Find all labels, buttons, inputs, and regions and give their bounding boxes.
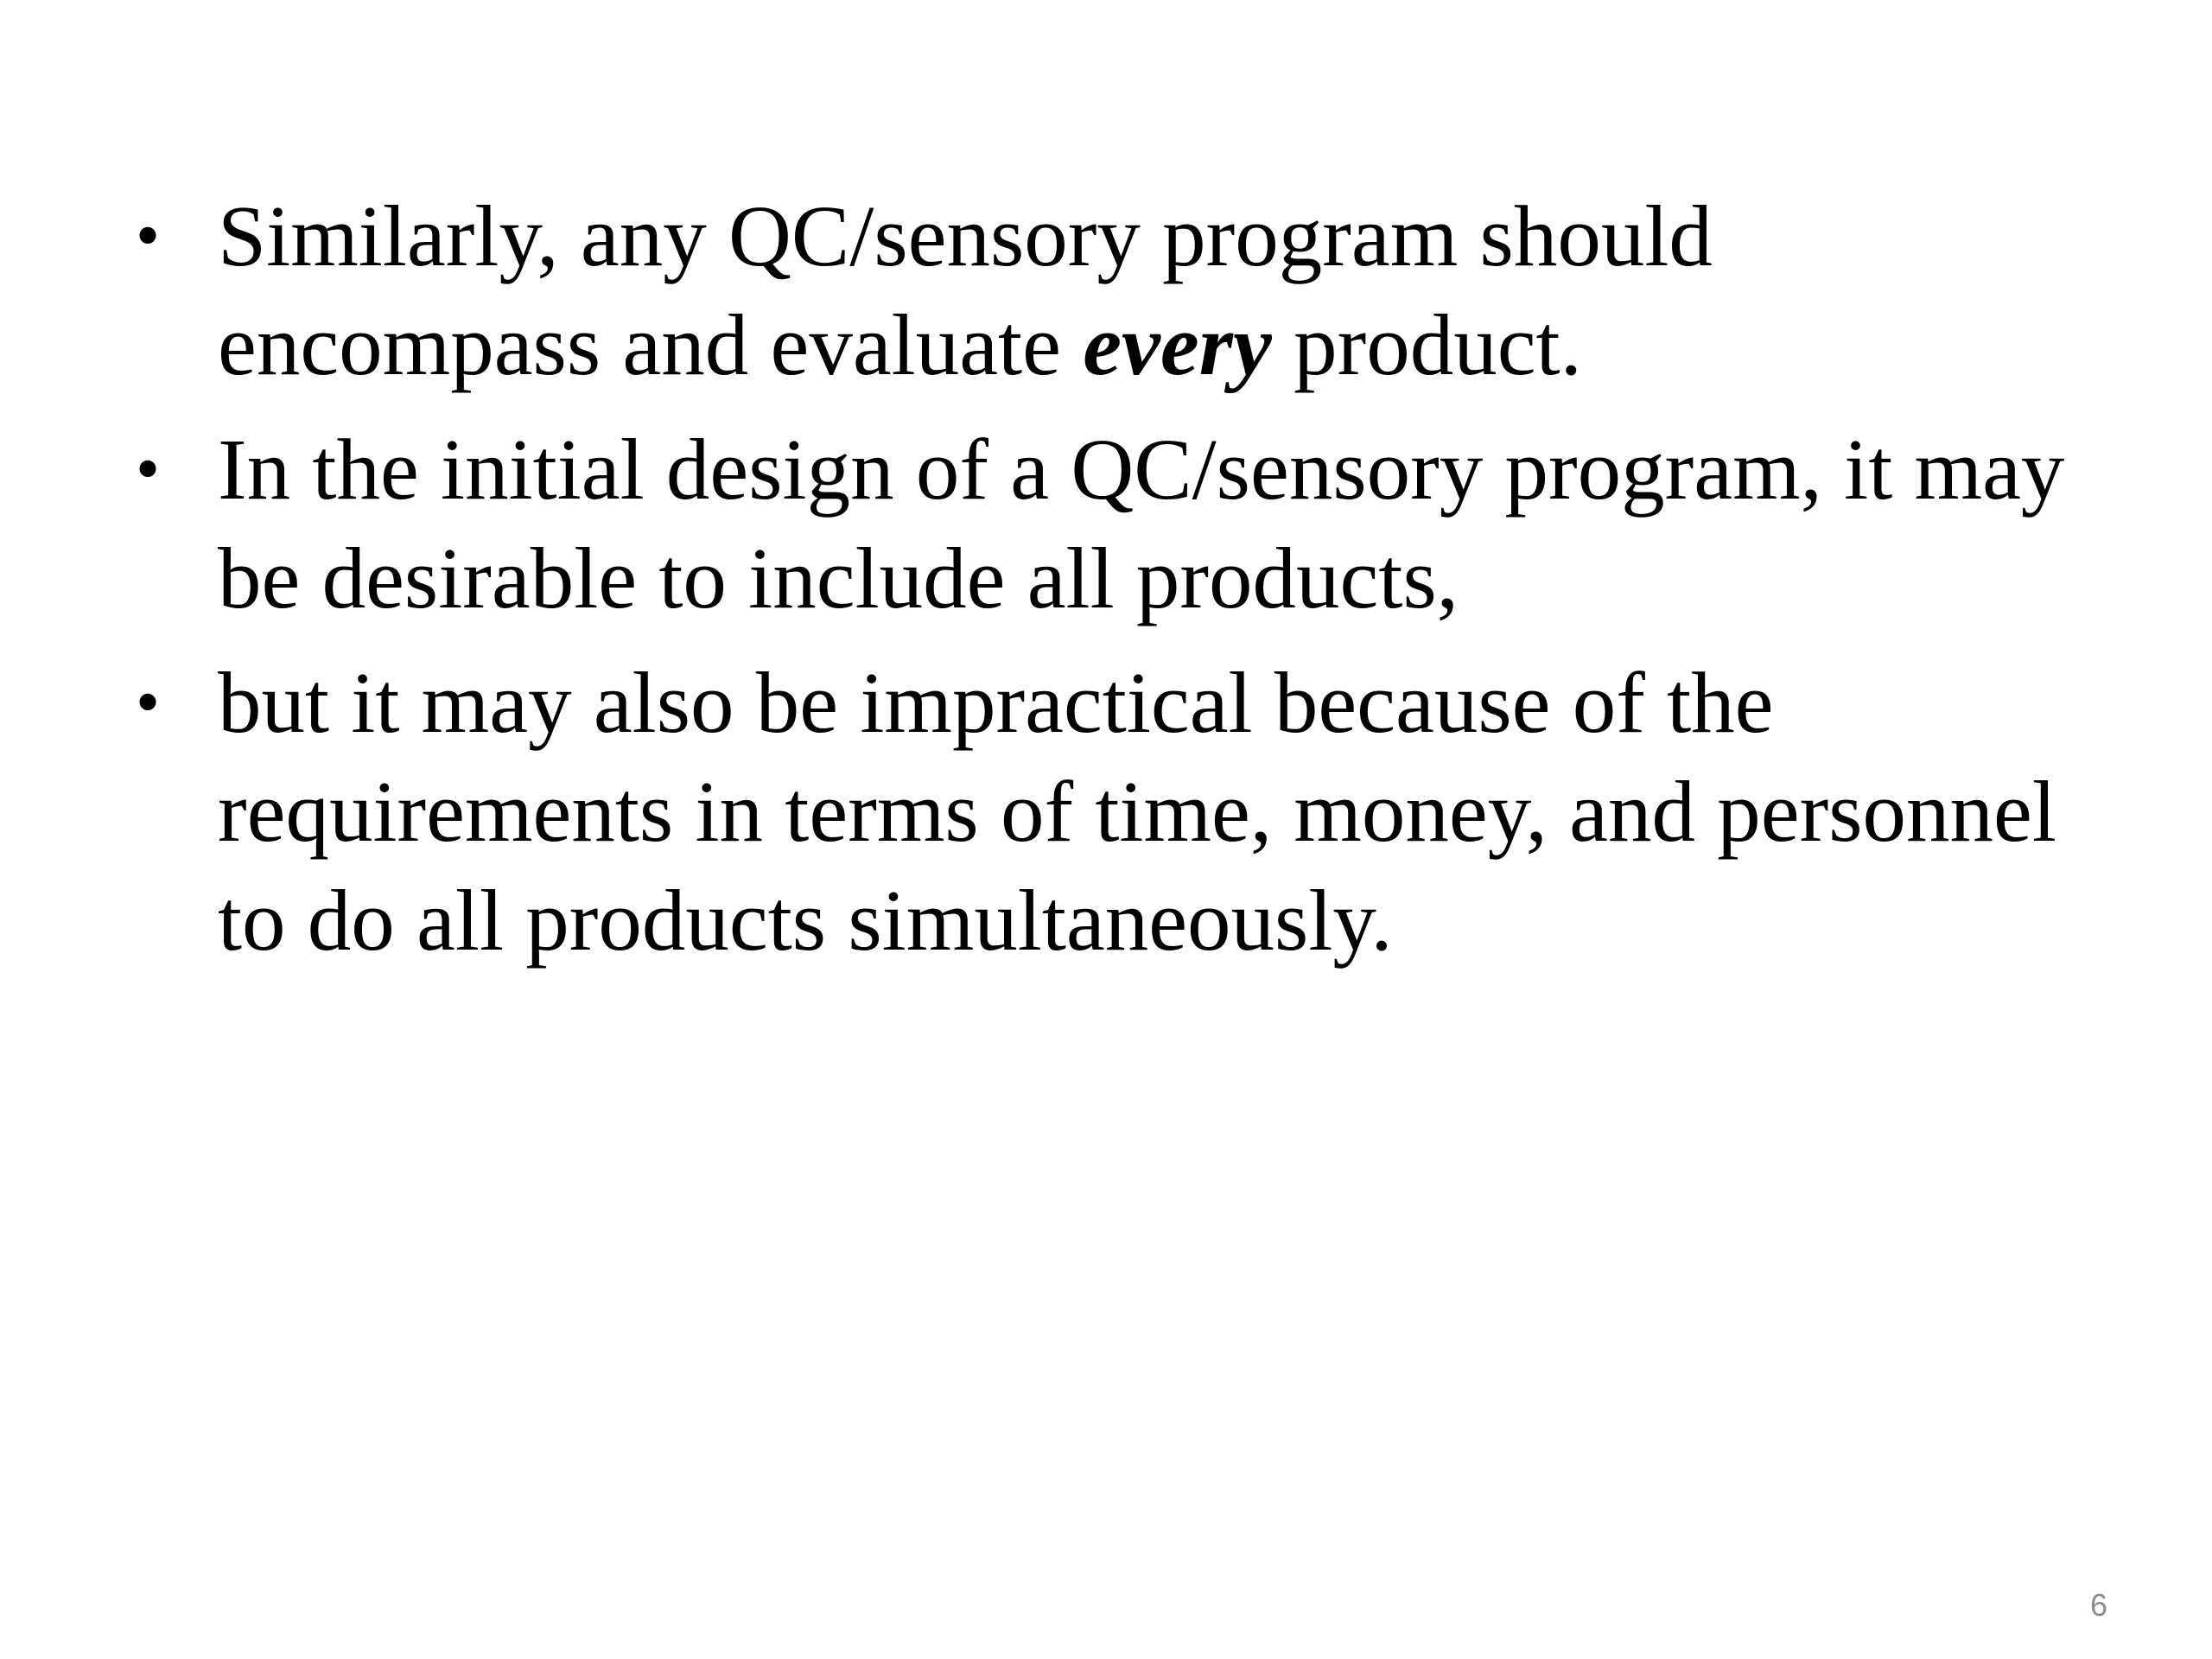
bullet-text: In the initial design of a QC/sensory program, it may be desirable to include all products,	[218, 421, 2065, 626]
bullet-marker: •	[136, 198, 161, 274]
bullet-text: but it may also be impractical because of the requirements in terms of time, money, and personnel to do all products simultaneously.	[218, 654, 2056, 969]
bullet-item	[125, 648, 2113, 975]
bullet-item	[125, 181, 2113, 399]
slide-number: 6	[2089, 1587, 2107, 1623]
bullet-item	[125, 415, 2113, 632]
bullet-text	[218, 188, 1713, 393]
bullet-text-part: product.	[1271, 296, 1582, 393]
emphasized-word: every	[1083, 296, 1272, 393]
bullet-marker: •	[136, 431, 161, 507]
bullet-marker: •	[136, 664, 161, 741]
bullet-list	[125, 181, 2113, 990]
bullet-text-part: Similarly, any QC/sensory program should encompass and evaluate	[218, 188, 1713, 393]
